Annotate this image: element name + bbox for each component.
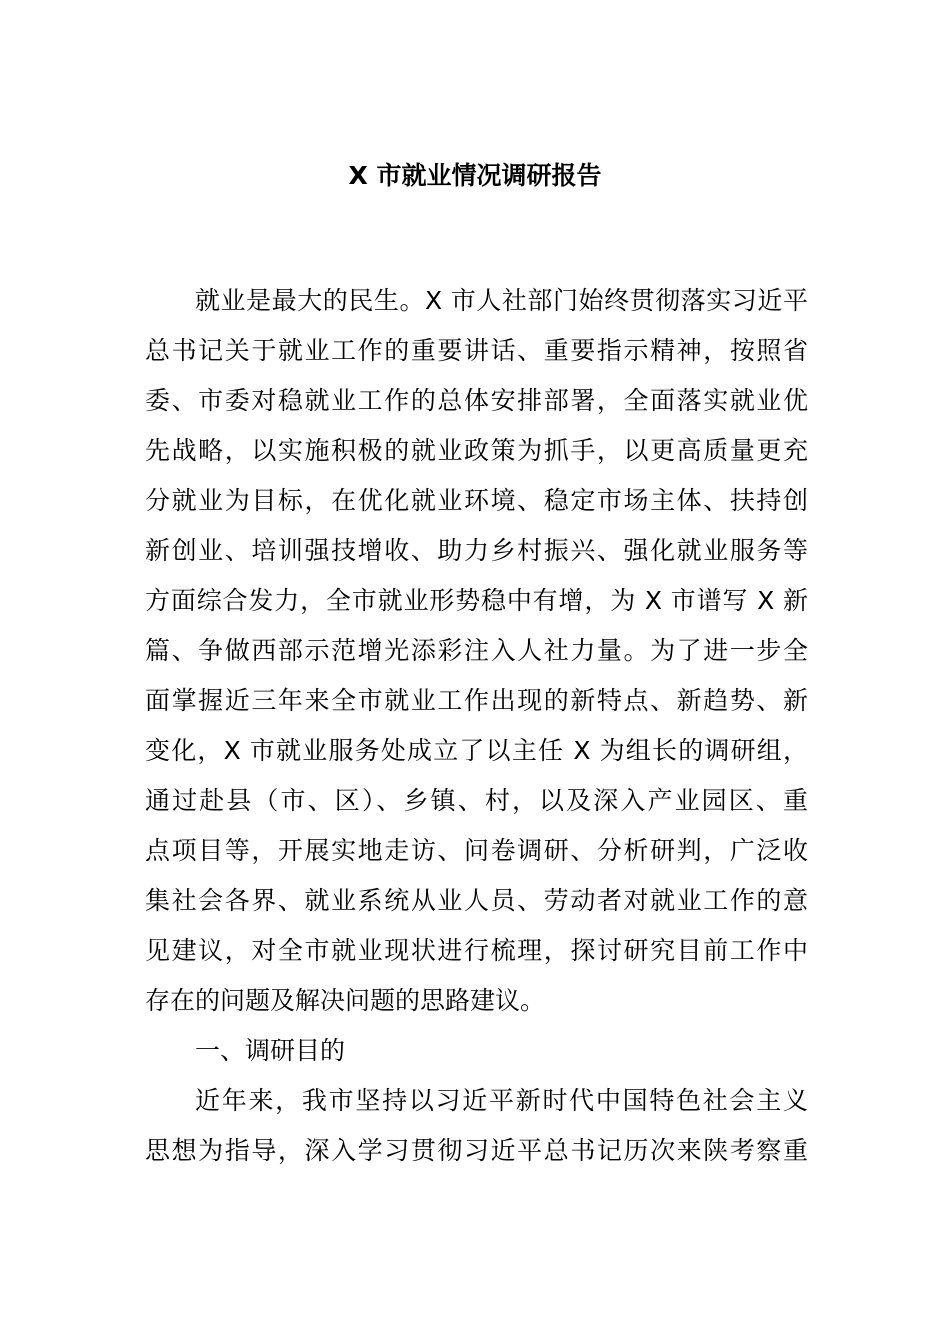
text-line: 集社会各界、就业系统从业人员、劳动者对就业工作的意 — [145, 886, 808, 915]
text-line: 点项目等，开展实地走访、问卷调研、分析研判，广泛收 — [145, 836, 808, 865]
paragraph-purpose — [145, 1076, 808, 1176]
text-line: 分就业为目标，在优化就业环境、稳定市场主体、扶持创 — [145, 486, 808, 515]
text-line: 思想为指导，深入学习贯彻习近平总书记历次来陕考察重 — [145, 1136, 808, 1165]
text-line: 见建议，对全市就业现状进行梳理，探讨研究目前工作中 — [145, 936, 808, 965]
text-line: 先战略，以实施积极的就业政策为抓手，以更高质量更充 — [145, 436, 808, 465]
text-line: 总书记关于就业工作的重要讲话、重要指示精神，按照省 — [145, 336, 808, 365]
text-line: 近年来，我市坚持以习近平新时代中国特色社会主义 — [195, 1086, 808, 1115]
section-heading — [145, 1026, 808, 1076]
text-line: 方面综合发力，全市就业形势稳中有增，为 X 市谱写 X 新 — [145, 586, 808, 615]
document-title: X 市就业情况调研报告 — [348, 161, 602, 190]
text-line: 变化，X 市就业服务处成立了以主任 X 为组长的调研组， — [145, 736, 808, 765]
text-line: 存在的问题及解决问题的思路建议。 — [145, 986, 546, 1015]
section-heading-text: 一、调研目的 — [195, 1036, 346, 1065]
text-line: 新创业、培训强技增收、助力乡村振兴、强化就业服务等 — [145, 536, 808, 565]
text-line: 委、市委对稳就业工作的总体安排部署，全面落实就业优 — [145, 386, 808, 415]
text-line: 就业是最大的民生。X 市人社部门始终贯彻落实习近平 — [195, 286, 808, 315]
text-line: 篇、争做西部示范增光添彩注入人社力量。为了进一步全 — [145, 636, 808, 665]
paragraph-intro — [145, 276, 808, 1026]
text-line: 通过赴县（市、区）、乡镇、村，以及深入产业园区、重 — [145, 786, 808, 815]
text-line: 面掌握近三年来全市就业工作出现的新特点、新趋势、新 — [145, 686, 808, 715]
